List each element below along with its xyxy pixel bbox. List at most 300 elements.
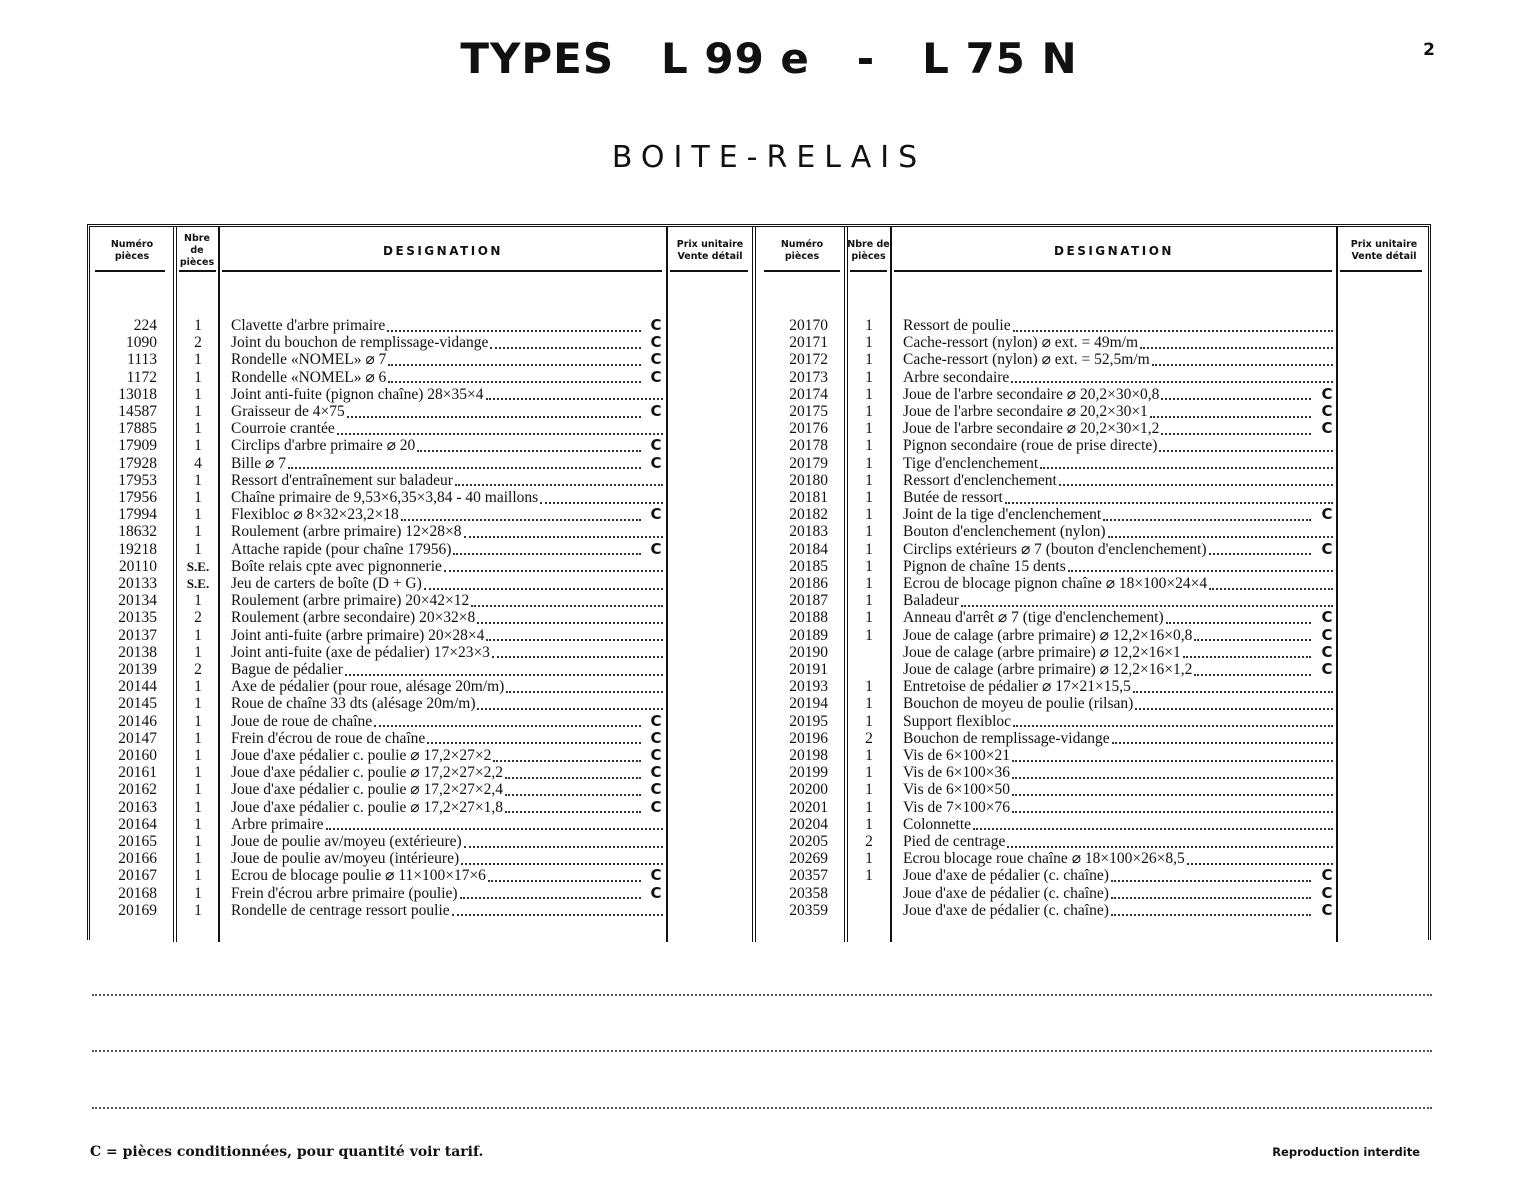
leader-dots [1005,502,1333,504]
packaged-flag: C [650,883,662,902]
part-quantity: 1 [865,420,873,438]
part-designation [903,558,1333,575]
leader-dots [1111,897,1311,899]
leader-dots [1161,398,1311,400]
packaged-flag: C [650,797,662,816]
part-number: 19218 [118,540,157,558]
part-designation [231,609,663,626]
part-quantity: 2 [194,661,202,678]
part-quantity: 1 [194,489,202,506]
designation-text: Bouchon de remplissage-vidange [903,729,1110,747]
leader-dots [387,330,641,332]
part-quantity: 1 [865,540,873,558]
designation-text: Joue d'axe de pédalier (c. chaîne) [903,901,1109,919]
part-number: 17928 [118,454,157,472]
part-designation [231,334,641,351]
part-quantity: 1 [865,712,873,730]
part-quantity: 1 [194,781,202,799]
designation-text: Joue d'axe pédalier c. poulie ⌀ 17,2×27×2 [231,747,492,764]
part-quantity: 1 [194,815,202,833]
leader-dots [1150,416,1311,418]
part-number: 20161 [118,764,157,782]
part-quantity: 1 [194,471,202,489]
part-quantity: 1 [194,385,202,403]
part-quantity: 1 [865,557,873,575]
part-designation [903,351,1333,368]
leader-dots [1209,588,1333,590]
leader-dots [444,570,663,572]
part-number: 20162 [118,781,157,799]
designation-text: Bille ⌀ 7 [231,454,286,472]
part-designation [231,764,641,781]
part-quantity: 1 [865,609,873,627]
designation-text: Circlips d'arbre primaire ⌀ 20 [231,437,416,455]
designation-text: Frein d'écrou de roue de chaîne [231,729,426,747]
part-number: 17956 [118,489,157,506]
part-designation [903,627,1311,644]
part-designation [903,317,1333,334]
part-number: 20135 [118,609,157,627]
part-quantity: 1 [194,592,202,610]
designation-text: Joue de poulie av/moyeu (extérieure) [231,833,462,850]
packaged-flag: C [1321,625,1333,644]
leader-dots [506,691,663,693]
part-quantity: 1 [194,317,202,334]
part-number: 20183 [789,523,828,541]
designation-text: Boîte relais cpte avec pignonnerie [231,557,442,575]
page-number: 2 [1423,40,1435,60]
leader-dots [486,639,663,641]
part-number: 20178 [789,437,828,455]
column-rule [1336,226,1338,942]
part-quantity: 1 [194,420,202,438]
packaged-flag: C [650,711,662,730]
designation-text: Joue d'axe pédalier c. poulie ⌀ 17,2×27×2,2 [231,764,503,782]
part-quantity: 1 [194,643,202,661]
part-number: 20189 [789,626,828,644]
part-designation [231,644,663,661]
packaged-flag: C [650,436,662,455]
packaged-flag: C [650,780,662,799]
leader-dots [490,347,641,349]
designation-text: Ecrou de blocage pignon chaîne ⌀ 18×100×24×4 [903,575,1208,592]
part-number: 20147 [118,729,157,747]
part-designation [231,472,663,489]
designation-text: Pignon de chaîne 15 dents [903,557,1066,575]
leader-dots [492,656,663,658]
part-quantity: 1 [194,884,202,902]
part-quantity: 1 [865,523,873,541]
leader-dots [505,811,641,813]
designation-text: Butée de ressort [903,489,1003,506]
part-number: 20205 [789,833,828,850]
part-quantity: 1 [865,764,873,782]
leader-dots [424,588,663,590]
header-rule [850,270,887,272]
designation-text: Circlips extérieurs ⌀ 7 (bouton d'enclenchement) [903,540,1207,558]
part-number: 20357 [789,867,828,885]
part-designation [903,695,1333,712]
designation-text: Baladeur [903,592,959,610]
part-quantity: 1 [194,626,202,644]
part-number: 20144 [118,678,157,696]
designation-text: Joue de calage (arbre primaire) ⌀ 12,2×16×0,8 [903,626,1193,644]
header-rule [222,270,662,272]
part-designation [231,575,663,592]
header-designation: DESIGNATION [383,244,503,258]
part-number: 20358 [789,884,828,902]
leader-dots [1012,794,1333,796]
part-quantity: 1 [194,901,202,919]
part-designation [231,816,663,833]
part-designation [231,506,641,523]
designation-text: Ressort d'entraînement sur baladeur [231,471,453,489]
leader-dots [1012,760,1333,762]
part-designation [231,541,641,558]
part-designation [903,437,1333,454]
designation-text: Bague de pédalier [231,661,343,678]
part-designation [903,455,1333,472]
part-quantity [848,661,890,678]
part-number: 20169 [118,901,157,919]
part-number: 1172 [126,368,157,386]
designation-text: Ressort d'enclenchement [903,471,1057,489]
part-quantity: 1 [194,833,202,850]
part-number: 17885 [118,420,157,438]
part-quantity: 1 [194,523,202,541]
part-designation [903,902,1311,919]
part-number: 20185 [789,557,828,575]
part-quantity [848,644,890,661]
part-number: 20145 [118,695,157,713]
leader-dots [461,863,663,865]
designation-text: Joue d'axe pédalier c. poulie ⌀ 17,2×27×2,4 [231,781,503,799]
part-designation [903,403,1311,420]
leader-dots [1166,622,1311,624]
part-quantity: 1 [194,695,202,713]
leader-dots [326,828,663,830]
part-designation [903,730,1333,747]
designation-text: Clavette d'arbre primaire [231,317,386,334]
part-number: 20198 [789,747,828,764]
designation-text: Vis de 6×100×36 [903,764,1010,782]
part-number: 20201 [789,798,828,816]
designation-text: Joint de la tige d'enclenchement [903,506,1102,524]
leader-dots [427,742,641,744]
part-designation [231,833,663,850]
part-number: 20138 [118,643,157,661]
designation-text: Roulement (arbre secondaire) 20×32×8 [231,609,476,627]
part-designation [903,575,1333,592]
part-quantity: 1 [865,781,873,799]
part-quantity: 1 [865,626,873,644]
leader-dots [337,433,663,435]
packaged-flag: C [650,350,662,369]
part-number: 20146 [118,712,157,730]
leader-dots [477,622,663,624]
leader-dots [288,467,641,469]
packaged-flag: C [1321,608,1333,627]
designation-text: Joue de calage (arbre primaire) ⌀ 12,2×16×1,2 [903,661,1193,678]
part-quantity [848,885,890,902]
part-quantity: 1 [865,815,873,833]
part-quantity: 1 [865,454,873,472]
header-rule [95,270,165,272]
part-designation [903,781,1333,798]
packaged-flag: C [1321,660,1333,678]
section-title: BOITE-RELAIS [611,140,927,175]
header-rule [764,270,840,272]
part-quantity: 1 [865,437,873,455]
packaged-flag: C [650,316,662,334]
packaged-flag: C [1321,539,1333,558]
part-designation [231,369,641,386]
header-rule [894,270,1332,272]
designation-text: Ecrou blocage roue chaîne ⌀ 18×100×26×8,5 [903,850,1185,868]
designation-text: Roulement (arbre primaire) 12×28×8 [231,523,462,541]
part-quantity: 1 [194,747,202,764]
leader-dots [1159,450,1333,452]
designation-text: Joue de l'arbre secondaire ⌀ 20,2×30×0,8 [903,385,1160,403]
packaged-flag: C [1321,900,1333,919]
leader-dots [374,725,641,727]
part-designation [903,713,1333,730]
leader-dots [1040,467,1333,469]
part-designation [231,437,641,454]
part-quantity: 1 [865,798,873,816]
designation-text: Attache rapide (pour chaîne 17956) [231,540,452,558]
column-rule [890,226,892,942]
leader-dots [1007,846,1333,848]
part-number: 20180 [789,471,828,489]
document-title: TYPES L 99 e - L 75 N [460,34,1078,83]
leader-dots [1194,674,1311,676]
packaged-flag: C [650,505,662,524]
designation-text: Joue de roue de chaîne [231,712,373,730]
part-number: 20187 [789,592,828,610]
part-number: 20134 [118,592,157,610]
part-quantity: 1 [865,850,873,868]
designation-text: Joue d'axe pédalier c. poulie ⌀ 17,2×27×1,8 [231,798,503,816]
packaged-flag: C [1321,866,1333,885]
part-designation [231,730,641,747]
designation-text: Cache-ressort (nylon) ⌀ ext. = 52,5m/m [903,351,1150,369]
leader-dots [1133,691,1333,693]
part-number: 17953 [118,471,157,489]
leader-dots [347,416,641,418]
part-quantity: 2 [865,833,873,850]
part-designation [903,386,1311,403]
part-designation [903,799,1333,816]
designation-text: Support flexibloc [903,712,1012,730]
part-number: 20179 [789,454,828,472]
part-number: 20204 [789,815,828,833]
part-designation [231,850,663,867]
part-number: 17909 [118,437,157,455]
leader-dots [1103,519,1311,521]
leader-dots [505,794,641,796]
part-quantity: 1 [865,317,873,334]
part-number: 20164 [118,815,157,833]
column-rule [752,226,756,942]
part-number: 20190 [789,643,828,661]
part-number: 20110 [118,557,157,575]
part-designation [903,592,1333,609]
part-designation [903,867,1311,884]
part-quantity: 2 [865,729,873,747]
part-designation [903,420,1311,437]
part-number: 1113 [127,351,157,369]
notes-line [92,994,1432,996]
part-designation [903,764,1333,781]
leader-dots [1013,330,1333,332]
part-number: 20182 [789,506,828,524]
part-quantity: 1 [865,506,873,524]
leader-dots [345,674,663,676]
part-designation [231,799,641,816]
packaged-flag: C [650,453,662,472]
leader-dots [1161,433,1311,435]
part-number: 224 [133,317,157,334]
part-quantity: 1 [865,403,873,420]
leader-dots [488,880,641,882]
part-number: 20139 [118,661,157,678]
part-designation [903,506,1311,523]
part-quantity: 1 [194,850,202,868]
part-quantity: 1 [194,798,202,816]
part-designation [231,695,663,712]
part-number: 20173 [789,368,828,386]
leader-dots [1111,880,1311,882]
notes-line [92,1107,1432,1109]
designation-text: Ecrou de blocage poulie ⌀ 11×100×17×6 [231,867,486,885]
designation-text: Vis de 7×100×76 [903,798,1010,816]
designation-text: Vis de 6×100×21 [903,747,1010,764]
designation-text: Tige d'enclenchement [903,454,1039,472]
leader-dots [1108,536,1333,538]
part-number: 20188 [789,609,828,627]
part-quantity: 1 [194,403,202,420]
leader-dots [1140,347,1333,349]
part-designation [903,472,1333,489]
header-rule [1340,270,1422,272]
part-number: 20186 [789,575,828,592]
part-quantity: 1 [194,506,202,524]
designation-text: Roue de chaîne 33 dts (alésage 20m/m) [231,695,476,713]
designation-text: Joue d'axe de pédalier (c. chaîne) [903,884,1109,902]
designation-text: Cache-ressort (nylon) ⌀ ext. = 49m/m [903,334,1139,352]
leader-dots [505,777,641,779]
leader-dots [464,536,663,538]
packaged-flag: C [650,728,662,747]
leader-dots [455,484,663,486]
part-designation [903,885,1311,902]
part-designation [231,661,663,678]
part-quantity: 1 [865,385,873,403]
part-designation [903,833,1333,850]
leader-dots [460,897,641,899]
part-quantity: 1 [865,334,873,352]
part-number: 20167 [118,867,157,885]
part-number: 20181 [789,489,828,506]
part-number: 20196 [789,729,828,747]
part-designation [231,420,663,437]
leader-dots [961,605,1333,607]
designation-text: Colonnette [903,815,972,833]
part-designation [903,523,1333,540]
part-designation [903,850,1333,867]
designation-text: Rondelle «NOMEL» ⌀ 7 [231,351,387,369]
part-quantity: 1 [865,368,873,386]
part-designation [903,747,1333,764]
part-designation [231,781,641,798]
part-quantity: 1 [194,540,202,558]
part-quantity: 1 [865,575,873,592]
part-designation [903,644,1311,661]
designation-text: Roulement (arbre primaire) 20×42×12 [231,592,470,610]
part-designation [231,523,663,540]
designation-text: Flexibloc ⌀ 8×32×23,2×18 [231,506,399,524]
designation-text: Vis de 6×100×50 [903,781,1010,799]
packaged-flag: C [650,866,662,885]
designation-text: Joue d'axe de pédalier (c. chaîne) [903,867,1109,885]
leader-dots [1194,639,1311,641]
leader-dots [1209,553,1311,555]
designation-text: Frein d'écrou arbre primaire (poulie) [231,884,458,902]
part-designation [903,489,1333,506]
part-quantity: 1 [865,747,873,764]
part-quantity: 1 [194,712,202,730]
part-designation [231,885,641,902]
header-rule [179,270,216,272]
part-number: 20269 [789,850,828,868]
part-number: 20194 [789,695,828,713]
part-designation [231,713,641,730]
part-quantity: 1 [194,867,202,885]
part-quantity: 1 [194,437,202,455]
part-designation [231,455,641,472]
designation-text: Rondelle de centrage ressort poulie [231,901,450,919]
leader-dots [1012,777,1333,779]
header-unit-price: Prix unitaire Vente détail [676,239,744,262]
packaged-flag: C [1321,505,1333,524]
leader-dots [417,450,641,452]
part-quantity: 1 [865,867,873,885]
part-number: 20137 [118,626,157,644]
part-number: 20168 [118,884,157,902]
designation-text: Jeu de carters de boîte (D + G) [231,575,422,592]
packaged-flag: C [650,402,662,420]
designation-text: Joue de l'arbre secondaire ⌀ 20,2×30×1,2 [903,420,1160,438]
part-quantity: 1 [865,695,873,713]
leader-dots [401,519,641,521]
leader-dots [1012,811,1333,813]
part-quantity: S.E. [186,558,210,574]
leader-dots [477,708,663,710]
part-designation [903,369,1333,386]
leader-dots [1135,708,1333,710]
part-designation [903,678,1333,695]
leader-dots [471,605,663,607]
header-part-number: Numéro pièces [780,239,824,262]
part-designation [231,317,641,334]
part-number: 20195 [789,712,828,730]
part-quantity: S.E. [186,576,210,591]
part-quantity: 1 [865,489,873,506]
part-designation [231,403,641,420]
header-quantity: Nbre de pièces [179,233,215,268]
part-number: 1090 [126,334,157,352]
